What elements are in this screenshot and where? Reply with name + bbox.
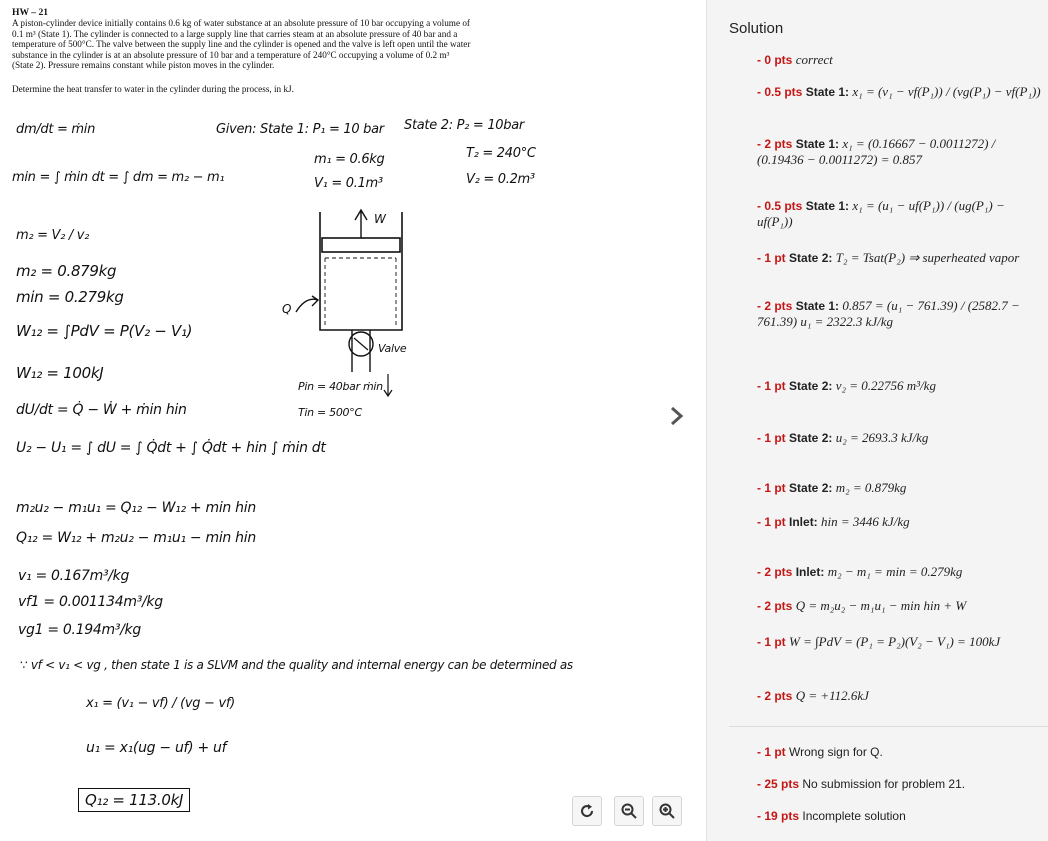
hand-line: vf1 = 0.001134m³/kg: [18, 594, 163, 610]
hand-line: min = ∫ ṁin dt = ∫ dm = m₂ − m₁: [12, 170, 225, 185]
item-text: x₁ = (0.16667 − 0.0011272) / (0.19436 − 0.0011272) = 0.857: [757, 136, 996, 167]
fig-valve-label: Valve: [378, 342, 407, 355]
hand-line: u₁ = x₁(ug − uf) + uf: [86, 740, 227, 756]
solution-item[interactable]: [757, 378, 1043, 394]
rubric-text: Incomplete solution: [802, 809, 906, 823]
item-text: u₂ = 2693.3 kJ/kg: [835, 430, 929, 445]
item-text: W = ∫PdV = (P₁ = P₂)(V₂ − V₁) = 100kJ: [789, 634, 1001, 649]
points-deduction: - 1 pt: [757, 379, 786, 393]
points-deduction: - 1 pt: [757, 635, 786, 649]
item-text: m₂ = 0.879kg: [835, 480, 907, 495]
hand-line: U₂ − U₁ = ∫ dU = ∫ Q̇dt + ∫ Q̇dt + hin ∫ ṁin dt: [16, 440, 326, 456]
item-label: State 1:: [805, 85, 850, 99]
problem-text: A piston-cylinder device initially contains 0.6 kg of water substance at an absolute pressure of 10 bar occupying a volume of 0.1 m³ (State 1). The cylinder is connected to a large supply line that carries steam at an absolute pressure of 40 bar and a temperature of 500°C. The valve between the supply line and the cylinder is opened and the valve is left open until the water substance in the cylinder is at an absolute pressure of 10 bar and a temperature of 240°C occupying a volume of 0.2 m³ (State 2). Pressure remains constant while piston moves in the cylinder.: [12, 18, 471, 71]
points-deduction: - 2 pts: [757, 299, 793, 313]
solution-item[interactable]: [757, 688, 1043, 704]
rubric-text: No submission for problem 21.: [802, 777, 966, 791]
points-deduction: - 2 pts: [757, 599, 793, 613]
item-label: Inlet:: [789, 515, 818, 529]
points-deduction: - 0.5 pts: [757, 85, 803, 99]
hand-line: Q₁₂ = W₁₂ + m₂u₂ − m₁u₁ − min hin: [16, 530, 256, 546]
points-deduction: - 1 pt: [757, 515, 786, 529]
item-label: State 1:: [805, 199, 850, 213]
chevron-right-icon: [664, 404, 688, 428]
hand-line: m₂ = 0.879kg: [16, 262, 117, 280]
item-text: x₁ = (u₁ − uf(P₁)) / (ug(P₁) − uf(P₁)): [757, 198, 1005, 229]
rotate-icon: [579, 803, 595, 819]
item-text: Q = +112.6kJ: [795, 688, 869, 703]
points-deduction: - 1 pt: [757, 431, 786, 445]
given-v1: V₁ = 0.1m³: [314, 176, 383, 191]
next-page-button[interactable]: [664, 404, 688, 428]
item-text: x₁ = (v₁ − vf(P₁)) / (vg(P₁) − vf(P₁)): [852, 84, 1041, 99]
item-text: m₂ − m₁ = min = 0.279kg: [827, 564, 963, 579]
solution-item[interactable]: [757, 564, 1043, 580]
zoom-in-button[interactable]: [652, 796, 682, 826]
item-text: Q = m₂u₂ − m₁u₁ − min hin + W: [795, 598, 967, 613]
points-deduction: - 19 pts: [757, 809, 800, 823]
hand-line: W₁₂ = 100kJ: [16, 364, 104, 382]
hw-title: HW – 21: [12, 7, 49, 18]
fig-pin-label: Pin = 40bar ṁin: [298, 380, 383, 393]
solution-item[interactable]: [757, 634, 1043, 650]
solution-title: Solution: [729, 20, 784, 37]
item-text: T₂ = Tsat(P₂) ⇒ superheated vapor: [835, 250, 1020, 265]
hand-line: v₁ = 0.167m³/kg: [18, 568, 130, 584]
hand-line: dm/dt = ṁin: [16, 122, 96, 137]
hand-line: m₂ = V₂ / v₂: [16, 228, 90, 243]
divider: [729, 726, 1048, 727]
zoom-out-button[interactable]: [614, 796, 644, 826]
state2-v2: V₂ = 0.2m³: [466, 172, 535, 187]
item-text: 0.857 = (u₁ − 761.39) / (2582.7 − 761.39) u₁ = 2322.3 kJ/kg: [757, 298, 1020, 329]
rubric-item[interactable]: [757, 808, 1043, 824]
points-deduction: - 0.5 pts: [757, 199, 803, 213]
item-text: v₂ = 0.22756 m³/kg: [835, 378, 936, 393]
solution-item[interactable]: [757, 430, 1043, 446]
item-label: Inlet:: [795, 565, 825, 579]
hand-line: x₁ = (v₁ − vf) / (vg − vf): [86, 696, 235, 711]
item-label: State 2:: [789, 379, 833, 393]
item-label: State 1:: [795, 137, 840, 151]
hand-line: W₁₂ = ∫PdV = P(V₂ − V₁): [16, 322, 193, 340]
points-deduction: - 2 pts: [757, 137, 793, 151]
fig-q-label: Q: [282, 302, 292, 316]
solution-item[interactable]: [757, 198, 1043, 230]
points-deduction: - 2 pts: [757, 689, 793, 703]
rubric-item[interactable]: [757, 776, 1043, 792]
given-m1: m₁ = 0.6kg: [314, 152, 385, 167]
zoom-out-icon: [621, 803, 637, 819]
hand-line: ∵ vf < v₁ < vg , then state 1 is a SLVM and the quality and internal energy can be determined as: [20, 658, 573, 672]
points-deduction: - 25 pts: [757, 777, 800, 791]
hand-line: vg1 = 0.194m³/kg: [18, 622, 141, 638]
hand-line: min = 0.279kg: [16, 288, 124, 306]
solution-item[interactable]: [757, 52, 1043, 68]
solution-item[interactable]: [757, 598, 1043, 614]
given-state1: Given: State 1: P₁ = 10 bar: [216, 122, 384, 137]
fig-tin-label: Tin = 500°C: [298, 406, 362, 419]
final-answer-box: Q₁₂ = 113.0kJ: [78, 788, 190, 812]
points-deduction: - 2 pts: [757, 565, 793, 579]
points-deduction: - 1 pt: [757, 745, 786, 759]
solution-item[interactable]: [757, 250, 1043, 266]
solution-item[interactable]: [757, 136, 1043, 168]
solution-item[interactable]: [757, 514, 1043, 530]
item-label: State 2:: [789, 431, 833, 445]
rubric-text: Wrong sign for Q.: [789, 745, 883, 759]
rotate-button[interactable]: [572, 796, 602, 826]
state2-t2: T₂ = 240°C: [466, 146, 536, 161]
solution-item[interactable]: [757, 84, 1043, 100]
item-text: correct: [795, 52, 833, 67]
hand-line: dU/dt = Q̇ − Ẇ + ṁin hin: [16, 402, 187, 418]
item-label: State 2:: [789, 481, 833, 495]
item-label: State 2:: [789, 251, 833, 265]
item-text: hin = 3446 kJ/kg: [821, 514, 910, 529]
hand-line: m₂u₂ − m₁u₁ = Q₁₂ − W₁₂ + min hin: [16, 500, 256, 516]
points-deduction: - 0 pts: [757, 53, 793, 67]
solution-item[interactable]: [757, 298, 1043, 330]
state2-p2: State 2: P₂ = 10bar: [404, 118, 524, 133]
points-deduction: - 1 pt: [757, 481, 786, 495]
rubric-item[interactable]: [757, 744, 1043, 760]
task-text: Determine the heat transfer to water in the cylinder during the process, in kJ.: [12, 84, 294, 95]
points-deduction: - 1 pt: [757, 251, 786, 265]
zoom-in-icon: [659, 803, 675, 819]
solution-item[interactable]: [757, 480, 1043, 496]
fig-w-label: W: [374, 212, 386, 226]
solution-panel: [706, 0, 1048, 841]
item-label: State 1:: [795, 299, 840, 313]
